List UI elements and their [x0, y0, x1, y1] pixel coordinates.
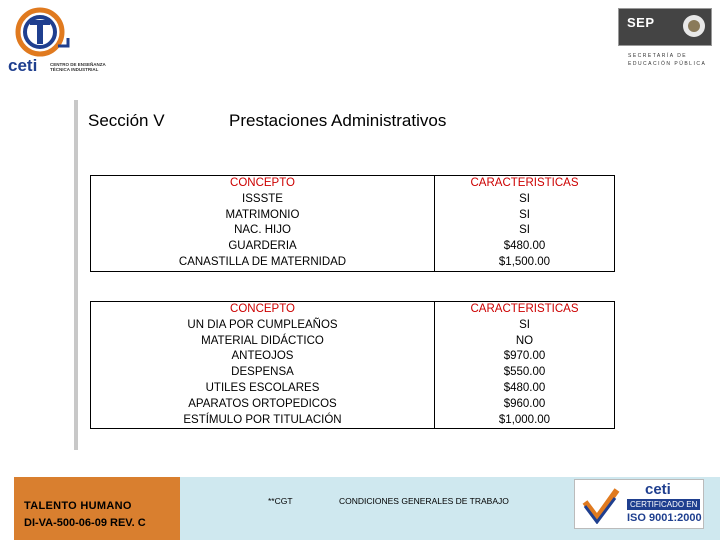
section-label: Sección V [88, 111, 165, 130]
value-cell: $960.00 [503, 397, 546, 410]
section-title: Prestaciones Administrativos [229, 111, 447, 130]
value-cell: NO [515, 334, 534, 347]
concept-cell: DESPENSA [231, 366, 294, 379]
sep-logo-box [618, 8, 712, 46]
value-cell: $480.00 [503, 381, 546, 394]
ceti-emblem-icon [6, 6, 106, 62]
characteristics-column [435, 302, 615, 429]
benefits-table-1 [90, 175, 615, 272]
concept-cell: MATRIMONIO [225, 208, 300, 221]
characteristics-column [435, 176, 615, 272]
sep-subtitle-line: EDUCACIÓN PÚBLICA [628, 61, 707, 67]
value-cell: $480.00 [503, 240, 546, 253]
ceti-subtitle-line: CENTRO DE ENSEÑANZA [50, 62, 106, 67]
concept-column [91, 302, 435, 429]
sep-logo [618, 8, 710, 70]
table-row [91, 176, 615, 272]
cert-wordmark: ceti [645, 481, 671, 498]
national-seal-icon [683, 15, 705, 37]
concept-cell: ANTEOJOS [231, 350, 294, 363]
value-cell: $970.00 [503, 350, 546, 363]
concept-cell: CANASTILLA DE MATERNIDAD [178, 255, 347, 268]
concept-cell: MATERIAL DIDÁCTICO [201, 334, 324, 347]
concept-cell: NAC. HIJO [234, 224, 291, 237]
concept-header: CONCEPTO [230, 177, 295, 189]
concept-cell: ISSSTE [242, 192, 283, 205]
characteristics-header: CARACTERISTICAS [470, 303, 579, 315]
vertical-divider [74, 100, 78, 450]
iso-certification-logo [574, 479, 704, 529]
concept-cell: UTILES ESCOLARES [205, 381, 320, 394]
value-cell: SI [519, 224, 530, 237]
value-cell: $1,000.00 [498, 413, 551, 426]
cert-iso-label: ISO 9001:2000 [627, 512, 702, 524]
footer-cgt: **CGT [268, 496, 293, 506]
footer-cgt-description: CONDICIONES GENERALES DE TRABAJO [339, 496, 509, 506]
value-cell: SI [519, 192, 530, 205]
value-cell: $550.00 [503, 366, 546, 379]
value-cell: SI [519, 318, 530, 331]
concept-cell: UN DIA POR CUMPLEAÑOS [187, 318, 338, 331]
footer-department: TALENTO HUMANO [24, 500, 132, 512]
characteristics-header: CARACTERISTICAS [470, 177, 579, 189]
concept-cell: APARATOS ORTOPEDICOS [188, 397, 337, 410]
footer-document-code: DI-VA-500-06-09 REV. C [24, 517, 146, 529]
value-cell: $1,500.00 [498, 255, 551, 268]
value-cell: SI [519, 208, 530, 221]
ceti-subtitle-line: TÉCNICA INDUSTRIAL [50, 67, 99, 72]
checkmark-icon [581, 484, 621, 524]
ceti-wordmark: ceti [8, 56, 38, 75]
ceti-subtitle [50, 62, 106, 72]
concept-column [91, 176, 435, 272]
table-row [91, 302, 615, 429]
concept-header: CONCEPTO [230, 303, 295, 315]
sep-subtitle-line: SECRETARÍA DE [628, 53, 688, 59]
ceti-logo [6, 6, 106, 76]
cert-certified-label: CERTIFICADO EN [627, 499, 700, 510]
sep-wordmark: SEP [627, 15, 655, 30]
sep-subtitle [628, 52, 706, 68]
concept-cell: ESTÍMULO POR TITULACIÓN [183, 413, 342, 426]
benefits-table-2 [90, 301, 615, 429]
concept-cell: GUARDERIA [228, 240, 297, 253]
